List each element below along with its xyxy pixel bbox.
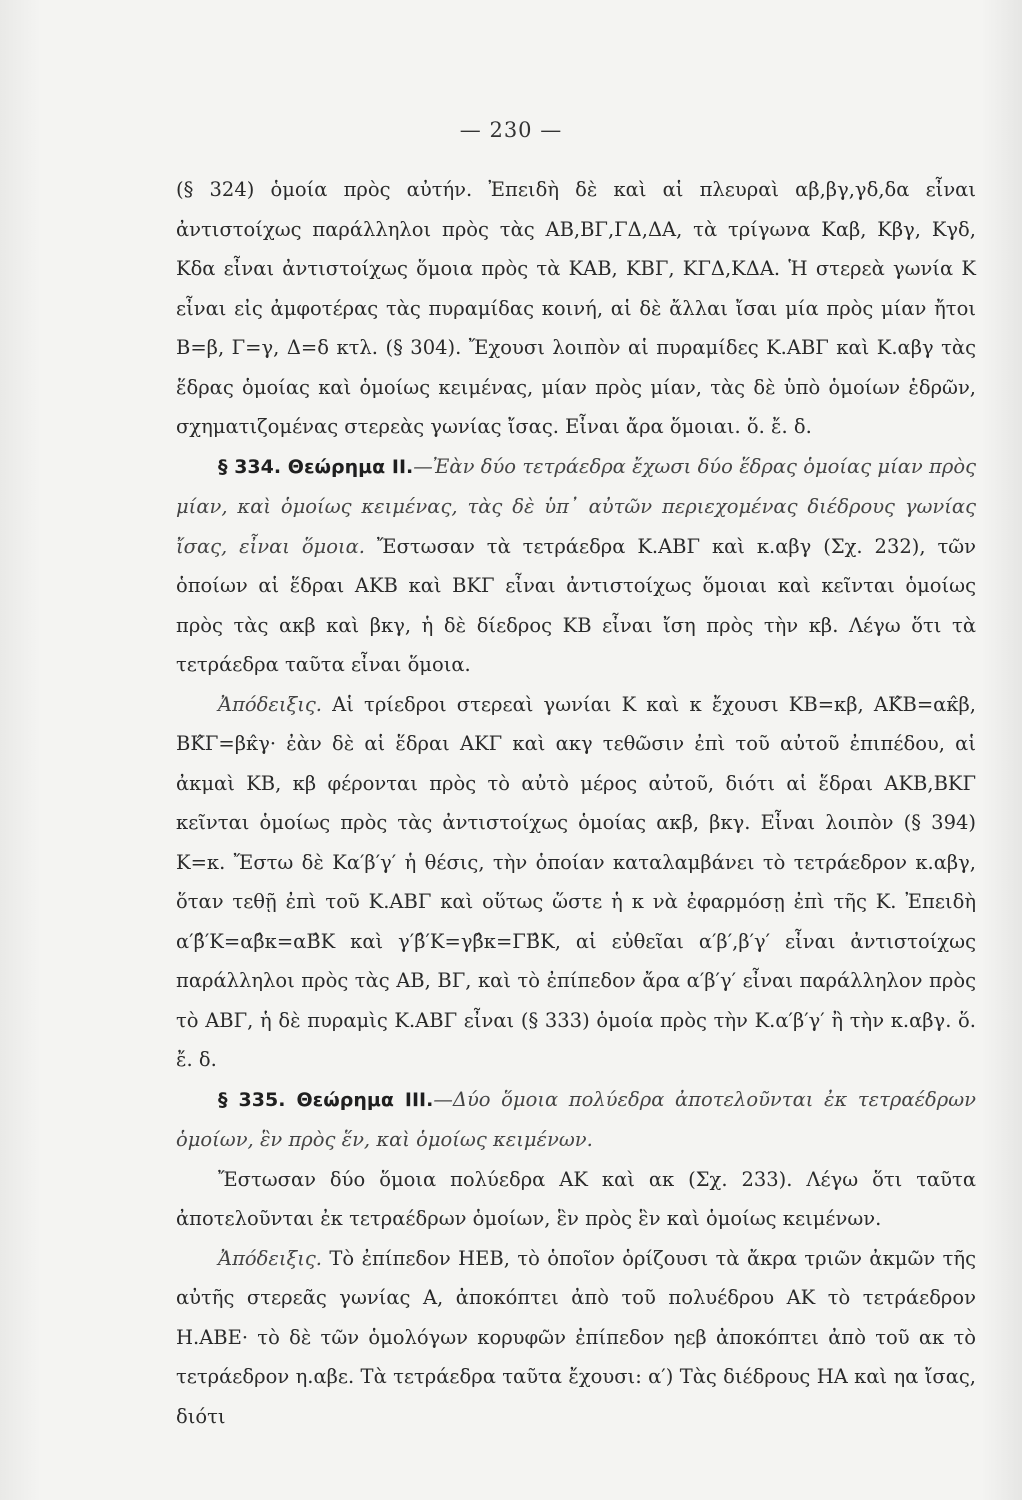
theorem-335-text: Ἔστωσαν δύο ὅμοια πολύεδρα ΑΚ καὶ ακ (Σχ. 233). Λέγω ὅτι ταῦτα ἀποτελοῦνται ἐκ τετραέδρων ὁμοίων, ἓν πρὸς ἓν καὶ ὁμοίως κειμένων. — [176, 1167, 976, 1230]
page-body — [176, 170, 976, 1436]
theorem-334-statement: —Ἐὰν δύο τετράεδρα ἔχωσι δύο ἕδρας ὁμοίας μίαν πρὸς μίαν, καὶ ὁμοίως κειμένας, τὰς δὲ ὑπ᾽ αὐτῶν περιεχομένας διέδρους γωνίας ἴσας, εἶναι ὅμοια. — [176, 454, 976, 558]
page-number: — 230 — — [459, 118, 563, 142]
theorem-335-statement: —Δύο ὅμοια πολύεδρα ἀποτελοῦνται ἐκ τετραέδρων ὁμοίων, ἓν πρὸς ἕν, καὶ ὁμοίως κειμένων. — [176, 1087, 976, 1151]
theorem-334-text: Ἔστωσαν τὰ τετράεδρα Κ.ΑΒΓ καὶ κ.αβγ (Σχ. 232), τῶν ὁποίων αἱ ἕδραι ΑΚΒ καὶ ΒΚΓ εἶναι ἀντιστοίχως ὅμοιαι καὶ κεῖνται ὁμοίως πρὸς τὰς ακβ καὶ βκγ, ἡ δὲ δίεδρος ΚΒ εἶναι ἴση πρὸς τὴν κβ. Λέγω ὅτι τὰ τετράεδρα ταῦτα εἶναι ὅμοια. — [176, 534, 977, 676]
theorem-334-proof-text: Αἱ τρίεδροι στερεαὶ γωνίαι Κ καὶ κ ἔχουσι ΚΒ=κβ, ΑΚ̂Β=ακ̂β, ΒΚ̂Γ=βκ̂γ· ἐὰν δὲ αἱ ἕδραι ΑΚΓ καὶ ακγ τεθῶσιν ἐπὶ τοῦ αὐτοῦ ἐπιπέδου, αἱ ἀκμαὶ ΚΒ, κβ φέρονται πρὸς τὸ αὐτὸ μέρος αὐτοῦ, διότι αἱ ἕδραι ΑΚΒ,ΒΚΓ κεῖνται ὁμοίως πρὸς τὰς ἀντιστοίχως ὁμοίας ακβ, βκγ. Εἶναι λοιπὸν (§ 394) Κ=κ. Ἔστω δὲ Κα′β′γ′ ἡ θέσις, τὴν ὁποίαν καταλαμβάνει τὸ τετράεδρον κ.αβγ, ὅταν τεθῇ ἐπὶ τοῦ Κ.ΑΒΓ καὶ οὕτως ὥστε ἡ κ νὰ ἐφαρμόσῃ ἐπὶ τῆς Κ. Ἐπειδὴ α′β̂′Κ=αβ̂κ=αΒ̂Κ καὶ γ′β̂′Κ=γβ̂κ=ΓΒ̂Κ, αἱ εὐθεῖαι α′β′,β′γ′ εἶναι ἀντιστοίχως παράλληλοι πρὸς τὰς ΑΒ, ΒΓ, καὶ τὸ ἐπίπεδον ἄρα α′β′γ′ εἶναι παράλληλον πρὸς τὸ ΑΒΓ, ἡ δὲ πυραμὶς Κ.ΑΒΓ εἶναι (§ 333) ὁμοία πρὸς τὴν Κ.α′β′γ′ ἢ τὴν κ.αβγ. ὅ. ἔ. δ. — [176, 692, 977, 1071]
theorem-334 — [176, 447, 976, 685]
theorem-335-proof-text: Τὸ ἐπίπεδον ΗΕΒ, τὸ ὁποῖον ὁρίζουσι τὰ ἄκρα τριῶν ἀκμῶν τῆς αὐτῆς στερεᾶς γωνίας Α, ἀποκόπτει ἀπὸ τοῦ πολυέδρου ΑΚ τὸ τετράεδρον Η.ΑΒΕ· τὸ δὲ τῶν ὁμολόγων κορυφῶν ἐπίπεδον ηεβ ἀποκόπτει ἀπὸ τοῦ ακ τὸ τετράεδρον η.αβε. Τὰ τετράεδρα ταῦτα ἔχουσι: α′) Τὰς διέδρους ΗΑ καὶ ηα ἴσας, διότι — [176, 1246, 977, 1428]
theorem-334-label: § 334. Θεώρημα ΙΙ. — [218, 455, 414, 478]
paragraph-continuation: (§ 324) ὁμοία πρὸς αὐτήν. Ἐπειδὴ δὲ καὶ αἱ πλευραὶ αβ,βγ,γδ,δα εἶναι ἀντιστοίχως παράλληλοι πρὸς τὰς ΑΒ,ΒΓ,ΓΔ,ΔΑ, τὰ τρίγωνα Καβ, Κβγ, Κγδ, Κδα εἶναι ἀντιστοίχως ὅμοια πρὸς τὰ ΚΑΒ, ΚΒΓ, ΚΓΔ,ΚΔΑ. Ἡ στερεὰ γωνία Κ εἶναι εἰς ἀμφοτέρας τὰς πυραμίδας κοινή, αἱ δὲ ἄλλαι ἴσαι μία πρὸς μίαν ἤτοι Β=β, Γ=γ, Δ=δ κτλ. (§ 304). Ἔχουσι λοιπὸν αἱ πυραμίδες Κ.ΑΒΓ καὶ Κ.αβγ τὰς ἕδρας ὁμοίας καὶ ὁμοίως κειμένας, μίαν πρὸς μίαν, τὰς δὲ ὑπὸ ὁμοίων ἑδρῶν, σχηματιζομένας στερεὰς γωνίας ἴσας. Εἶναι ἄρα ὅμοιαι. ὅ. ἔ. δ. — [176, 178, 976, 438]
theorem-335-label: § 335. Θεώρημα ΙΙΙ. — [218, 1088, 434, 1111]
theorem-335-proof-label: Ἀπόδειξις. — [218, 1246, 322, 1270]
theorem-335-proof — [176, 1239, 976, 1437]
theorem-335 — [176, 1080, 976, 1160]
theorem-334-proof-label: Ἀπόδειξις. — [218, 692, 322, 716]
theorem-334-proof — [176, 685, 976, 1080]
